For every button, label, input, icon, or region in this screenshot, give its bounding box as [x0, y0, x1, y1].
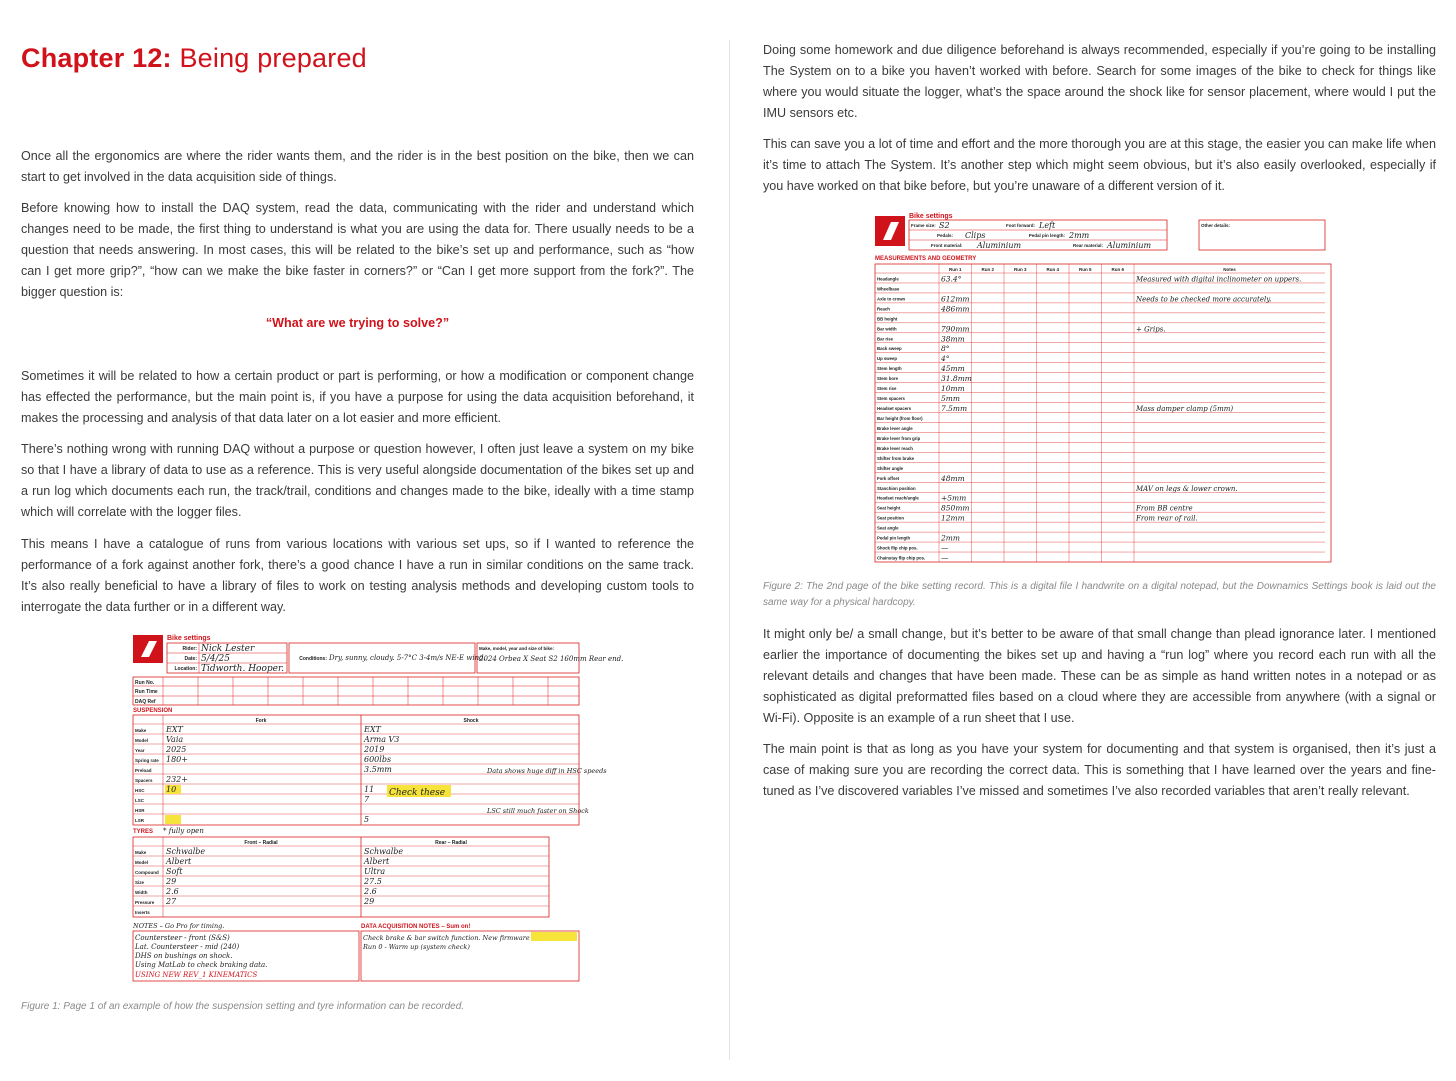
- run1-value: 850mm: [941, 503, 970, 513]
- run1-value: 31.8mm: [941, 374, 972, 384]
- svg-text:DHS on bushings on shock.: DHS on bushings on shock.: [135, 952, 233, 960]
- svg-text:Spring rate: Spring rate: [135, 758, 159, 763]
- svg-text:Make: Make: [135, 728, 147, 733]
- svg-text:Check brake & bar switch funct: Check brake & bar switch function. New firmware: [363, 934, 530, 942]
- svg-text:29: 29: [166, 877, 177, 886]
- svg-text:Spacers: Spacers: [135, 778, 153, 783]
- svg-text:EXT: EXT: [364, 725, 381, 734]
- svg-text:29: 29: [364, 897, 375, 906]
- figure-1-caption: Figure 1: Page 1 of an example of how the suspension setting and tyre information can be recorded.: [21, 1001, 465, 1012]
- measurement-label: Brake lever reach: [877, 445, 913, 451]
- svg-text:S2: S2: [939, 221, 950, 230]
- svg-text:Fork: Fork: [255, 718, 267, 724]
- svg-text:7: 7: [364, 795, 370, 804]
- svg-text:Dry, sunny, cloudy. 5-7°C 3-4m: Dry, sunny, cloudy. 5-7°C 3-4m/s NE-E wind.: [329, 654, 486, 662]
- measurement-label: Bar height (from floor): [877, 415, 923, 421]
- measurement-note: Needs to be checked more accurately.: [1136, 295, 1272, 304]
- run1-value: 790mm: [941, 324, 970, 334]
- run1-value: —: [941, 543, 949, 553]
- svg-text:Foot forward:: Foot forward:: [1006, 223, 1035, 228]
- measurement-label: Stanchion position: [877, 485, 916, 491]
- svg-text:Model: Model: [135, 738, 148, 743]
- measurement-label: Shifter from brake: [877, 455, 915, 461]
- svg-text:Nick Lester: Nick Lester: [201, 644, 255, 654]
- run1-value: 486mm: [941, 304, 970, 314]
- svg-text:MEASUREMENTS AND GEOMETRY: MEASUREMENTS AND GEOMETRY: [875, 256, 977, 262]
- measurement-note: From BB centre: [1136, 504, 1193, 513]
- run1-value: 12mm: [941, 513, 965, 523]
- svg-text:Other details:: Other details:: [1201, 223, 1231, 228]
- svg-text:Left: Left: [1039, 221, 1056, 230]
- notes-column-header: Notes: [1223, 267, 1236, 272]
- svg-text:Schwalbe: Schwalbe: [166, 847, 206, 856]
- paragraph: Sometimes it will be related to how a certain product or part is performing, or how a modification or component change has effected the performance, but the main point is, if you have a purpose for using the data acquisition beforehand, it makes the processing and analysis of that data later on a lot easier and more efficient.: [21, 369, 694, 425]
- run1-value: 612mm: [941, 294, 970, 304]
- measurement-label: Brake lever from grip: [877, 435, 921, 441]
- svg-text:SUSPENSION: SUSPENSION: [133, 708, 173, 714]
- run1-value: 48mm: [941, 473, 965, 483]
- svg-text:5: 5: [364, 815, 370, 824]
- svg-text:HSC: HSC: [135, 788, 145, 793]
- measurement-label: Shifter angle: [877, 465, 904, 471]
- paragraph: The main point is that as long as you have your system for documenting and that system is organised, then it’s just a case of making sure you are recording the correct data. This is something that I have learned over the years and fine-tuned as I’ve discovered variables I’ve missed and sometimes I’ve also recorded variables that aren’t really relevant.: [763, 742, 1436, 798]
- svg-text:DAQ Ref: DAQ Ref: [135, 699, 156, 705]
- run1-value: +5mm: [941, 493, 967, 503]
- svg-text:Soft: Soft: [166, 867, 183, 876]
- svg-text:3.5mm: 3.5mm: [364, 765, 392, 774]
- run-column-header: Run 2: [981, 267, 995, 272]
- svg-text:Date:: Date:: [184, 656, 197, 662]
- fig1-title: Bike settings: [167, 635, 211, 642]
- svg-text:Make: Make: [135, 850, 147, 855]
- paragraph: Before knowing how to install the DAQ system, read the data, communicating with the rider and understand which changes need to be made, the first thing to understand is what you are using the data for. There usually needs to be a question that needs answering. In most cases, this will be related to the bike’s set up and performance, such as “how can I get more grip?”, “how can we make the bike faster in corners?” or “Can I get more support from the fork?”. The bigger question is:: [21, 201, 694, 299]
- svg-text:Model: Model: [135, 860, 148, 865]
- svg-text:Front material:: Front material:: [931, 243, 963, 248]
- measurement-label: Stem bore: [877, 376, 899, 382]
- measurement-label: Chainstay flip chip pos.: [877, 555, 926, 561]
- measurement-label: Stem length: [877, 366, 902, 372]
- run1-value: 2mm: [941, 533, 960, 543]
- svg-text:Frame size:: Frame size:: [911, 223, 936, 228]
- svg-text:11: 11: [364, 785, 375, 794]
- svg-text:Data shows huge diff in HSC sp: Data shows huge diff in HSC speeds: [487, 767, 607, 775]
- run1-value: 7.5mm: [941, 404, 968, 414]
- svg-text:Vaia: Vaia: [166, 735, 184, 744]
- run1-value: 38mm: [941, 334, 965, 344]
- pull-quote: “What are we trying to solve?”: [265, 316, 450, 330]
- measurement-label: Bar width: [877, 326, 897, 332]
- svg-text:Countersteer - front (S&S): Countersteer - front (S&S): [135, 934, 230, 942]
- svg-text:Year: Year: [135, 748, 145, 753]
- svg-text:Aluminium: Aluminium: [1107, 241, 1152, 250]
- run1-value: 4°: [941, 354, 950, 364]
- svg-text:Aluminium: Aluminium: [977, 241, 1022, 250]
- paragraph: This can save you a lot of time and effort and the more thorough you are at this stage, the easier you can make life when it’s time to attach The System. It’s another step which might seem obvious, but it’s also easily overlooked, especially if you have worked on that bike before, but you’re unaware of a different version of it.: [763, 137, 1436, 193]
- fig2-title: Bike settings: [909, 213, 953, 220]
- svg-text:Albert: Albert: [364, 857, 390, 866]
- svg-text:Arma V3: Arma V3: [364, 735, 400, 744]
- measurement-label: Shock flip chip pos.: [877, 545, 918, 551]
- svg-text:LSR: LSR: [135, 818, 144, 823]
- svg-text:10: 10: [166, 785, 177, 794]
- svg-text:Location:: Location:: [174, 666, 197, 672]
- measurement-label: Back sweep: [877, 346, 902, 352]
- svg-text:NOTES – Go Pro for timing.: NOTES – Go Pro for timing.: [133, 922, 225, 930]
- measurement-label: Headset reach/angle: [877, 495, 919, 501]
- svg-text:Front – Radial: Front – Radial: [244, 840, 278, 846]
- measurement-note: From rear of rail.: [1136, 514, 1198, 523]
- svg-text:2.6: 2.6: [166, 887, 179, 896]
- measurement-label: BB height: [877, 316, 898, 322]
- svg-text:Pressure: Pressure: [135, 900, 155, 905]
- measurement-label: Brake lever angle: [877, 425, 913, 431]
- svg-text:2019: 2019: [364, 745, 385, 754]
- svg-text:Pedal pin length:: Pedal pin length:: [1028, 233, 1065, 238]
- measurement-label: Stem rise: [877, 386, 897, 392]
- paragraph: Once all the ergonomics are where the rider wants them, and the rider is in the best position on the bike, then we can start to get involved in the data acquisition side of things.: [21, 149, 694, 184]
- svg-text:27: 27: [166, 897, 177, 906]
- svg-text:Run 0 - Warm up (system check): Run 0 - Warm up (system check): [363, 943, 470, 951]
- measurement-label: Up sweep: [877, 356, 898, 362]
- run1-value: —: [941, 553, 949, 563]
- measurement-label: Reach: [877, 306, 890, 312]
- figure-2-caption: Figure 2: The 2nd page of the bike setting record. This is a digital file I handwrite on a digital notepad, but the Downamics Settings book is laid out the same way for a physical hardcopy.: [763, 581, 1436, 608]
- svg-text:Tidworth. Hooper.: Tidworth. Hooper.: [201, 664, 285, 674]
- svg-text:Albert: Albert: [166, 857, 192, 866]
- svg-text:* fully open: * fully open: [163, 827, 204, 835]
- run1-value: 8°: [941, 344, 950, 354]
- measurement-label: Pedal pin length: [877, 535, 911, 541]
- svg-text:HSR: HSR: [135, 808, 145, 813]
- svg-text:27.5: 27.5: [364, 877, 382, 886]
- column-divider: [729, 40, 730, 1060]
- paragraph: It might only be/ a small change, but it’s better to be aware of that small change than plead ignorance later. I mentioned earlier the importance of documenting the bikes set up and having a “run log” where you record each run with all the relevant details and changes that have been made. These can be as simple as hand written notes in a notepad or as sophisticated as digital preformatted files based on a cloud where they are accessible from anywhere (with a signal or Wi-Fi). Opposite is an example of a run sheet that I use.: [763, 627, 1436, 725]
- svg-text:Run Time: Run Time: [135, 689, 158, 695]
- svg-text:Make, model, year and size of: Make, model, year and size of bike:: [479, 646, 555, 651]
- svg-text:Shock: Shock: [463, 718, 479, 724]
- run-column-header: Run 6: [1111, 267, 1125, 272]
- svg-text:Run No.: Run No.: [135, 680, 155, 686]
- svg-text:TYRES: TYRES: [133, 829, 154, 835]
- measurement-note: + Grips.: [1136, 325, 1166, 334]
- measurement-label: Bar rise: [877, 336, 894, 342]
- measurement-label: Headangle: [877, 276, 899, 282]
- svg-text:5/4/25: 5/4/25: [201, 654, 230, 664]
- svg-text:2024 Orbea X Seat S2 160mm Rea: 2024 Orbea X Seat S2 160mm Rear end.: [479, 655, 624, 663]
- run-column-header: Run 3: [1013, 267, 1027, 272]
- figure-2-settings-sheet: [873, 212, 1327, 564]
- measurement-label: Seat position: [877, 515, 904, 521]
- svg-text:Conditions:: Conditions:: [299, 656, 327, 662]
- svg-text:Inserts: Inserts: [135, 910, 150, 915]
- run1-value: 10mm: [941, 384, 965, 394]
- svg-text:EXT: EXT: [166, 725, 183, 734]
- svg-text:2.6: 2.6: [364, 887, 377, 896]
- measurement-note: Measured with digital inclinometer on uppers.: [1136, 275, 1302, 284]
- chapter-heading: Chapter 12: Being prepared: [21, 43, 367, 73]
- run1-value: 5mm: [941, 394, 960, 404]
- measurement-label: Seat angle: [877, 525, 899, 531]
- svg-text:USING NEW REV_1 KINEMATICS: USING NEW REV_1 KINEMATICS: [135, 971, 258, 979]
- run-column-header: Run 1: [948, 267, 962, 272]
- svg-text:Schwalbe: Schwalbe: [364, 847, 404, 856]
- svg-text:Size: Size: [135, 880, 145, 885]
- svg-text:Clips: Clips: [965, 231, 986, 240]
- svg-text:Using MatLab to check braking: Using MatLab to check braking data.: [135, 961, 268, 969]
- run-column-header: Run 5: [1078, 267, 1092, 272]
- run1-value: 45mm: [941, 364, 965, 374]
- figure-1-settings-sheet: [131, 633, 624, 983]
- measurement-label: Fork offset: [877, 475, 900, 481]
- svg-text:180+: 180+: [166, 755, 188, 764]
- svg-text:LSC still much faster on Shock: LSC still much faster on Shock: [487, 807, 589, 815]
- paragraph: Doing some homework and due diligence beforehand is always recommended, especially if you’re going to be installing The System on to a bike you haven’t worked with before. Search for some images of the bike to check for things like where you would situate the logger, what’s the space around the shock like for sensor placement, where would I put the IMU sensors etc.: [763, 43, 1436, 120]
- svg-text:Lat. Countersteer - mid (240): Lat. Countersteer - mid (240): [135, 943, 240, 951]
- measurement-label: Headset spacers: [877, 406, 912, 412]
- run1-value: 63.4°: [941, 274, 962, 284]
- svg-text:Rear – Radial: Rear – Radial: [435, 840, 467, 846]
- svg-text:Compound: Compound: [135, 870, 159, 875]
- run-column-header: Run 4: [1046, 267, 1060, 272]
- svg-text:Ultra: Ultra: [364, 867, 386, 876]
- svg-text:LSC: LSC: [135, 798, 144, 803]
- svg-text:2025: 2025: [166, 745, 187, 754]
- svg-text:Rear material:: Rear material:: [1072, 243, 1103, 248]
- svg-text:DATA ACQUISITION NOTES – Sum o: DATA ACQUISITION NOTES – Sum on!: [361, 924, 471, 930]
- svg-text:232+: 232+: [166, 775, 188, 784]
- measurement-note: MAV on legs & lower crown.: [1136, 484, 1238, 493]
- measurement-note: Mass damper clamp (5mm): [1136, 405, 1234, 414]
- measurement-label: Stem spacers: [877, 396, 905, 402]
- svg-text:Pedals:: Pedals:: [937, 233, 954, 238]
- check-these-note: Check these: [389, 788, 446, 798]
- measurement-label: Axle to crown: [877, 296, 906, 302]
- svg-text:Rider:: Rider:: [182, 646, 197, 652]
- measurement-label: Seat height: [877, 505, 901, 511]
- svg-text:Width: Width: [135, 890, 148, 895]
- svg-text:Preload: Preload: [135, 768, 152, 773]
- svg-text:600lbs: 600lbs: [364, 755, 392, 764]
- paragraph: There’s nothing wrong with running DAQ without a purpose or question however, I often just leave a system on my bike so that I have a library of data to use as a reference. This is very useful alongside documentation of the bikes set up and a run log which documents each run, the track/trail, conditions and changes made to the bike, ideally with a time stamp which will correlate with the logger files.: [21, 442, 694, 519]
- svg-text:2mm: 2mm: [1069, 231, 1090, 240]
- paragraph: This means I have a catalogue of runs from various locations with various set ups, so if I wanted to reference the performance of a fork against another fork, there’s a good chance I have a run in similar conditions on the same track. It’s also really beneficial to have a library of files to work on testing analysis methods and developing custom tools to interrogate the data further or in a different way.: [21, 537, 694, 614]
- measurement-label: Wheelbase: [877, 286, 900, 292]
